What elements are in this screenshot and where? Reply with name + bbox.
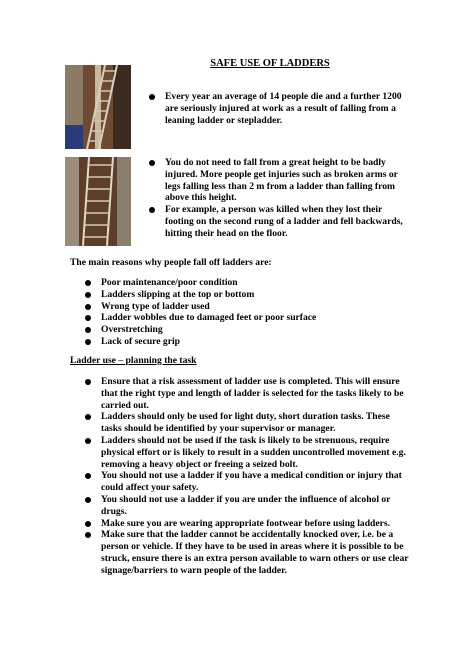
list-item <box>149 91 409 126</box>
list-item <box>149 204 409 239</box>
list-item <box>85 324 385 336</box>
list-item <box>85 289 385 301</box>
planning-heading: Ladder use – planning the task <box>70 355 197 366</box>
bullet-icon <box>85 414 91 420</box>
bullet-icon <box>85 438 91 444</box>
bullet-icon <box>85 280 91 286</box>
intro-list-1 <box>149 91 409 126</box>
list-item <box>85 518 410 530</box>
intro-list-2 <box>149 157 409 240</box>
ladder-photo-1 <box>65 65 131 149</box>
list-item-text: Poor maintenance/poor condition <box>101 277 238 288</box>
list-item-text: Ensure that a risk assessment of ladder use is completed. This will ensure that the right type and length of ladder is selected for the tasks likely to be carried out. <box>101 376 404 411</box>
list-item-text: You should not use a ladder if you have a medical condition or injury that could affect your safety. <box>101 470 402 494</box>
list-item <box>85 470 410 494</box>
list-item-text: Ladders should not be used if the task is likely to be strenuous, require physical effort or is likely to result in a sudden uncontrolled movement e.g. removing a heavy object or freeing a seized bolt. <box>101 434 406 470</box>
bullet-icon <box>85 304 91 310</box>
bullet-icon <box>149 160 155 166</box>
page-title: SAFE USE OF LADDERS <box>210 58 330 69</box>
bullet-icon <box>85 521 91 527</box>
list-item-text: Ladder wobbles due to damaged feet or poor surface <box>101 312 317 324</box>
list-item <box>85 376 410 411</box>
list-item-text: For example, a person was killed when they lost their footing on the second rung of a ladder and fell backwards, hitting their head on the floor. <box>165 204 403 239</box>
bullet-icon <box>85 292 91 298</box>
reasons-heading: The main reasons why people fall off ladders are: <box>70 257 272 268</box>
bullet-icon <box>85 327 91 333</box>
bullet-icon <box>85 315 91 321</box>
bullet-icon <box>85 379 91 385</box>
bullet-icon <box>149 94 155 100</box>
list-item-text: Ladders slipping at the top or bottom <box>101 288 255 300</box>
ladder-photo-icon <box>65 157 131 246</box>
list-item <box>85 277 385 289</box>
ladder-photo-icon <box>65 65 131 149</box>
list-item <box>85 529 410 576</box>
list-item <box>85 494 410 518</box>
bullet-icon <box>85 473 91 479</box>
planning-list <box>85 376 410 577</box>
list-item-text: Make sure you are wearing appropriate footwear before using ladders. <box>101 517 391 529</box>
bullet-icon <box>85 339 91 345</box>
bullet-icon <box>85 532 91 538</box>
bullet-icon <box>85 497 91 503</box>
list-item <box>85 336 385 348</box>
list-item <box>85 435 410 470</box>
bullet-icon <box>149 207 155 213</box>
list-item-text: Overstretching <box>101 324 163 336</box>
list-item <box>149 157 409 204</box>
list-item-text: Every year an average of 14 people die and a further 1200 are seriously injured at work as a result of falling from a leaning ladder or stepladder. <box>165 91 402 126</box>
list-item-text: You do not need to fall from a great height to be badly injured. More people get injuries such as broken arms or legs falling less than 2 m from a ladder than falling from above this height. <box>165 157 398 204</box>
list-item-text: Wrong type of ladder used <box>101 300 210 312</box>
list-item-text: Lack of secure grip <box>101 335 180 347</box>
list-item <box>85 312 385 324</box>
list-item-text: You should not use a ladder if you are under the influence of alcohol or drugs. <box>101 493 391 517</box>
list-item <box>85 301 385 313</box>
ladder-photo-2 <box>65 157 131 246</box>
list-item-text: Make sure that the ladder cannot be accidentally knocked over, i.e. be a person or vehicle. If they have to be used in areas where it is possible to be struck, ensure there is an extra person available to warn others or use clear signage/barriers to warn people of the ladder. <box>101 529 409 576</box>
reasons-list <box>85 277 385 348</box>
list-item <box>85 411 410 435</box>
list-item-text: Ladders should only be used for light duty, short duration tasks. These tasks should be identified by your supervisor or manager. <box>101 411 390 435</box>
